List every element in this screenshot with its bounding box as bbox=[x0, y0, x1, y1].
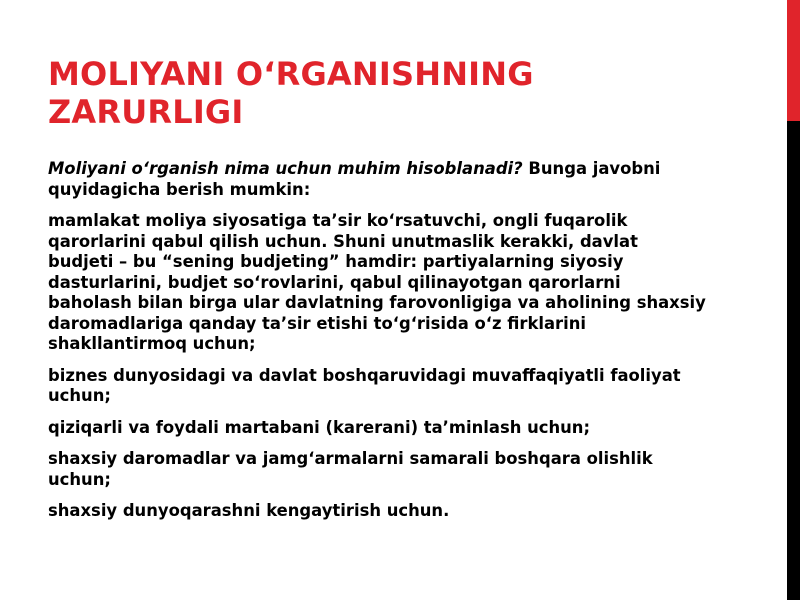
accent-bar-black bbox=[787, 121, 800, 600]
body-paragraph: shaxsiy dunyoqarashni kengaytirish uchun. bbox=[48, 501, 450, 520]
slide-title bbox=[48, 55, 768, 131]
body-paragraph: qiziqarli va foydali martabani (karerani) ta’minlash uchun; bbox=[48, 417, 591, 437]
intro-paragraph bbox=[48, 159, 708, 200]
body-paragraph: shaxsiy daromadlar va jamg‘armalarni samarali boshqara olishlik uchun; bbox=[48, 449, 653, 489]
slide-body bbox=[48, 159, 708, 533]
intro-question: Moliyani o‘rganish nima uchun muhim hisoblanadi? bbox=[48, 159, 523, 178]
title-line-2: ZARURLIGI bbox=[48, 93, 244, 131]
title-line-1: MOLIYANI O‘RGANISHNING bbox=[48, 55, 534, 93]
accent-bar-red bbox=[787, 0, 800, 121]
body-paragraph: biznes dunyosidagi va davlat boshqaruvidagi muvaffaqiyatli faoliyat uchun; bbox=[48, 365, 681, 405]
intro-answer: Bunga javobni quyidagicha berish mumkin: bbox=[48, 159, 661, 199]
body-paragraph: mamlakat moliya siyosatiga ta’sir ko‘rsatuvchi, ongli fuqarolik qarorlarini qabul qilish uchun. Shuni unutmaslik kerakki, davlat budjeti – bu “sening budjeting” hamdir: partiyalarning siyosiy dasturlarini, budjet so‘rovlarini, qabul qilinayotgan qarorlarni baholash bilan birga ular davlatning farovonligiga va aholining shaxsiy daromadlariga qanday ta’sir etishi to‘g‘risida o‘z firklarini shakllantirmoq uchun; bbox=[48, 211, 706, 353]
